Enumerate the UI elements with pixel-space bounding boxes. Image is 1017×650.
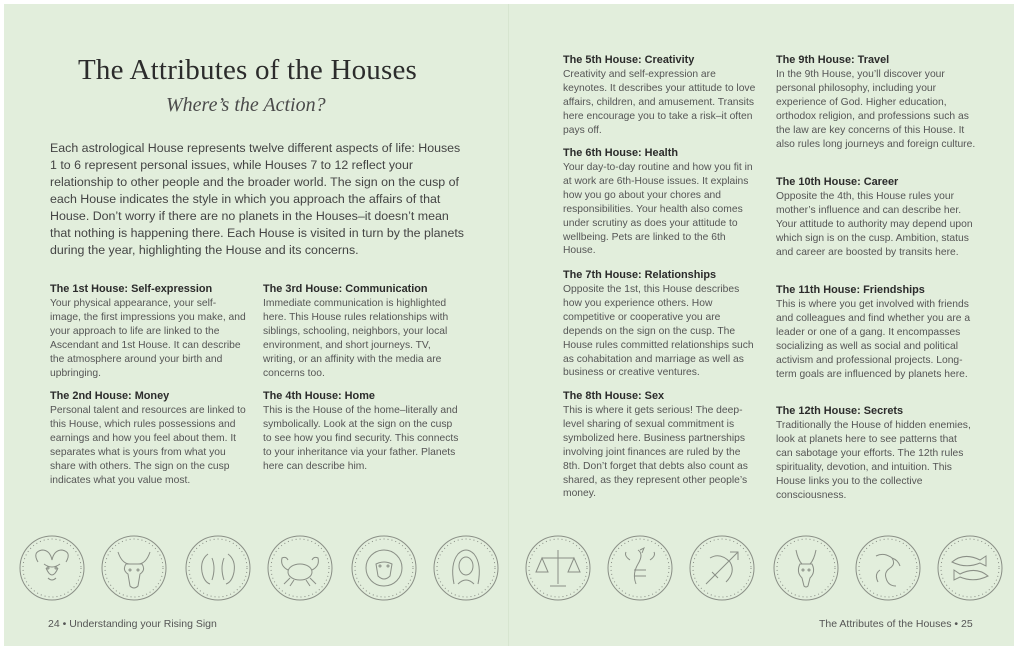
libra-icon [524,534,592,602]
sagittarius-icon [688,534,756,602]
house-heading: The 9th House: Travel [776,54,890,66]
house-heading: The 12th House: Secrets [776,405,904,417]
cancer-icon [266,534,334,602]
house-heading: The 8th House: Sex [563,390,665,402]
house-10-section [776,176,976,260]
house-heading: The 11th House: Friendships [776,284,925,296]
house-text: Creativity and self-expression are keynotes. It describes your attitude to love affairs, children, and amusement. Transits here encourage you to take a risk–it often pays off. [563,69,756,136]
house-9-section [776,54,976,151]
footer-right: The Attributes of the Houses • 25 [819,618,973,630]
house-text: Immediate communication is highlighted here. This House rules relationships with siblings, schooling, neighbors, your local environment, and short journeys. TV, writing, or an affinity with the media are concerns too. [263,298,449,379]
house-8-section [563,390,753,501]
house-heading: The 10th House: Career [776,176,899,188]
house-text: This is where it gets serious! The deep-level sharing of sexual commitment is symbolized here. Business partnerships involving joint finances are ruled by the 8th. Don’t forget that debts also count as shared, as they represent other people’s money. [563,405,748,500]
house-3-section [263,283,463,380]
gemini-icon [184,534,252,602]
house-1-section [50,283,246,380]
capricorn-icon [772,534,840,602]
house-text: Opposite the 4th, this House rules your mother’s influence and can describe her. Your attitude to authority may depend upon which sign is on the cusp. Ambition, status and career are boosted by transits here. [776,191,973,258]
house-heading: The 3rd House: Communication [263,283,428,295]
house-5-section [563,54,759,138]
book-spread [4,4,1014,646]
house-text: This is where you get involved with friends and colleagues and find whether you are a leader or one of a gang. It encompasses socializing as well as social and political activism and professional projects. Long-term goals are influenced by planets here. [776,299,971,380]
house-heading: The 7th House: Relationships [563,269,717,281]
aries-icon [18,534,86,602]
house-heading: The 6th House: Health [563,147,678,159]
taurus-icon [100,534,168,602]
house-heading: The 2nd House: Money [50,390,170,402]
house-4-section [263,390,459,474]
house-text: This is the House of the home–literally and symbolically. Look at the sign on the cusp to see how you find security. This connects to your inheritance via your father. Planets here can describe him. [263,405,459,472]
house-heading: The 4th House: Home [263,390,375,402]
footer-left: 24 • Understanding your Rising Sign [48,618,217,630]
page-subtitle: Where’s the Action? [166,94,326,116]
virgo-icon [432,534,500,602]
pisces-icon [936,534,1004,602]
scorpio-icon [606,534,674,602]
house-text: Your physical appearance, your self-image, the first impressions you make, and your approach to life are linked to the Ascendant and 1st House. It can describe the atmosphere around your birth and upbringing. [50,298,246,379]
zodiac-icon-row [18,534,1008,604]
house-text: In the 9th House, you’ll discover your personal philosophy, including your experience of God. Higher education, orthodox religion, and professions such as the law are key concerns of this House. It also rules long journeys and foreign culture. [776,69,976,150]
house-7-section [563,269,759,380]
house-text: Traditionally the House of hidden enemies, look at planets here to see patterns that can sabotage your efforts. The 12th rules spirituality, devotion, and intuition. This House links you to the collective consciousness. [776,420,971,501]
house-text: Opposite the 1st, this House describes how you experience others. How competitive or cooperative you are depends on the sign on the cusp. The House rules committed relationships such as cohabitation and marriage as well as business or creative ventures. [563,284,754,379]
house-11-section [776,284,976,381]
aquarius-icon [854,534,922,602]
leo-icon [350,534,418,602]
house-text: Personal talent and resources are linked to this House, which rules possessions and earnings and how you feel about them. It separates what is yours from what you share with others. The sign on the cusp indicates what you value most. [50,405,246,486]
house-text: Your day-to-day routine and how you fit in at work are 6th-House issues. It explains how you go about your chores and responsibilities. Your health also comes under scrutiny as does your attitude to wellbeing. Pets are linked to the 6th House. [563,162,753,257]
house-2-section [50,390,246,487]
house-12-section [776,405,972,502]
house-heading: The 1st House: Self-expression [50,283,213,295]
intro-paragraph: Each astrological House represents twelve different aspects of life: Houses 1 to 6 represent personal issues, while Houses 7 to 12 reflect your relationship to other people and the broader world. The sign on the cusp of each House indicates the style in which you approach the affairs of that House. Don’t worry if there are no planets in the Houses–it doesn’t mean that nothing is happening there. Each House is visited in turn by the planets during the year, highlighting the House and its concerns. [50,141,464,257]
house-heading: The 5th House: Creativity [563,54,695,66]
page-title: The Attributes of the Houses [78,54,418,86]
house-6-section [563,147,759,258]
